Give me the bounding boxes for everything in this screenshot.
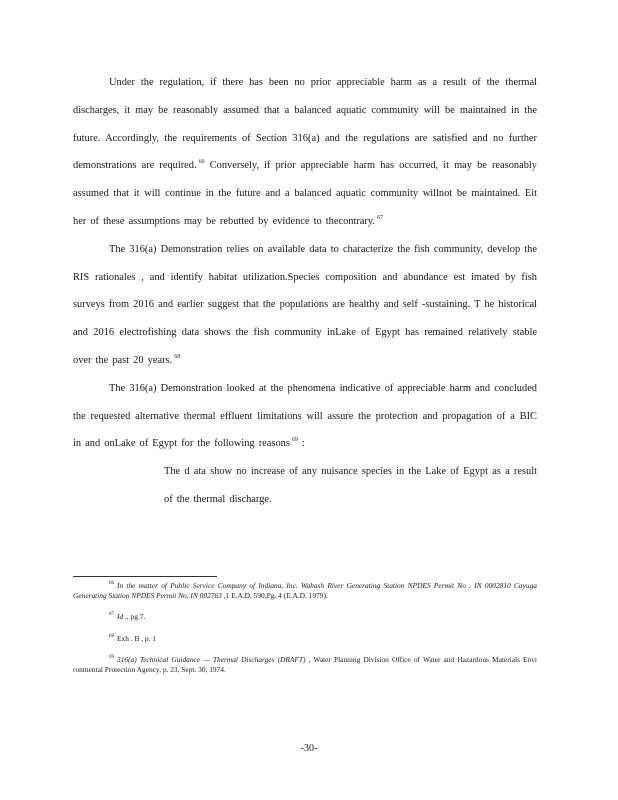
footnote-divider <box>73 576 217 577</box>
footnote-italic-text: 316(a) Technical Guidance — Thermal Discharges (DRAFT) <box>117 654 306 664</box>
footnote-ref-66: 66 <box>198 159 205 166</box>
footnote-text: Exh . B , p. 1 <box>117 633 157 643</box>
footnote-ref-69: 69 <box>291 437 298 444</box>
footnote-number: 68 <box>109 633 114 639</box>
footnote-text: pg.7. <box>128 612 146 622</box>
paragraph-1-text-continued: Conversely, if prior appreciable harm has occurred, it may be reasonably assumed that it will continue in the future and a balanced aquatic community willnot be maintained. Eit her of these assumptions may be rebutted by evidence to thecontrary. <box>73 160 537 227</box>
paragraph-1-text: Under the regulation, if there has been no prior appreciable harm as a result of the thermal discharges, it may be reasonably assumed that a balanced aquatic community will be maintained in the future. Accordingly, the requirements of Section 316(a) and the regulations are satisfied and no further demonstrations are required. <box>73 77 537 172</box>
footnote-number: 69 <box>109 654 114 660</box>
paragraph-2 <box>73 236 537 375</box>
paragraph-2-text: The 316(a) Demonstration relies on available data to characterize the fish community, develop the RIS rationales , and identify habitat utilization.Species composition and abundance est imated by fish surveys from 2016 and earlier suggest that the populations are healthy and self -sustaining. T he historical and 2016 electrofishing data shows the fish community inLake of Egypt has remained relatively stable over the past 20 years. <box>73 243 537 366</box>
footnote-66 <box>73 581 537 601</box>
footnote-67 <box>73 612 537 622</box>
paragraph-1 <box>73 69 537 236</box>
bullet-item <box>146 458 537 514</box>
footnote-69 <box>73 655 537 675</box>
footnote-italic-text: Id ., <box>117 612 129 622</box>
footnote-italic-text: In the matter of Public Service Company of Indiana, Inc. Wabash River Generating Station NPDES Permit No . IN 0002810 Cayuga Generating Station NPDES Permit No. IN 002763 <box>73 581 537 601</box>
footnote-number: 67 <box>109 612 114 618</box>
bullet-text: The d ata show no increase of any nuisance species in the Lake of Egypt as a result of the thermal discharge. <box>164 466 537 505</box>
footnote-ref-68: 68 <box>174 353 181 360</box>
paragraph-3-tail: : <box>297 438 305 450</box>
footnote-number: 66 <box>109 581 114 586</box>
paragraph-3 <box>73 375 537 458</box>
page-number: -30- <box>300 743 318 754</box>
footnote-text: , Water Planning Division Office of Water and Hazardous Materials Envi ronmental Protection Agency, p. 23, Sept. 30, 1974. <box>73 654 537 675</box>
bullet-marker-icon <box>146 458 164 514</box>
footnote-68 <box>73 634 537 644</box>
footnotes <box>73 581 537 686</box>
body-text <box>73 69 537 514</box>
footnote-text: ,1 E.A.D. 590,Pg. 4 (E.A.D. 1979). <box>221 591 328 601</box>
paragraph-3-text: The 316(a) Demonstration looked at the phenomena indicative of appreciable harm and concluded the requested alternative thermal effluent limitations will assure the protection and propagation of a BIC in and onLake of Egypt for the following reasons <box>73 382 537 450</box>
footnote-ref-67: 67 <box>377 214 383 221</box>
